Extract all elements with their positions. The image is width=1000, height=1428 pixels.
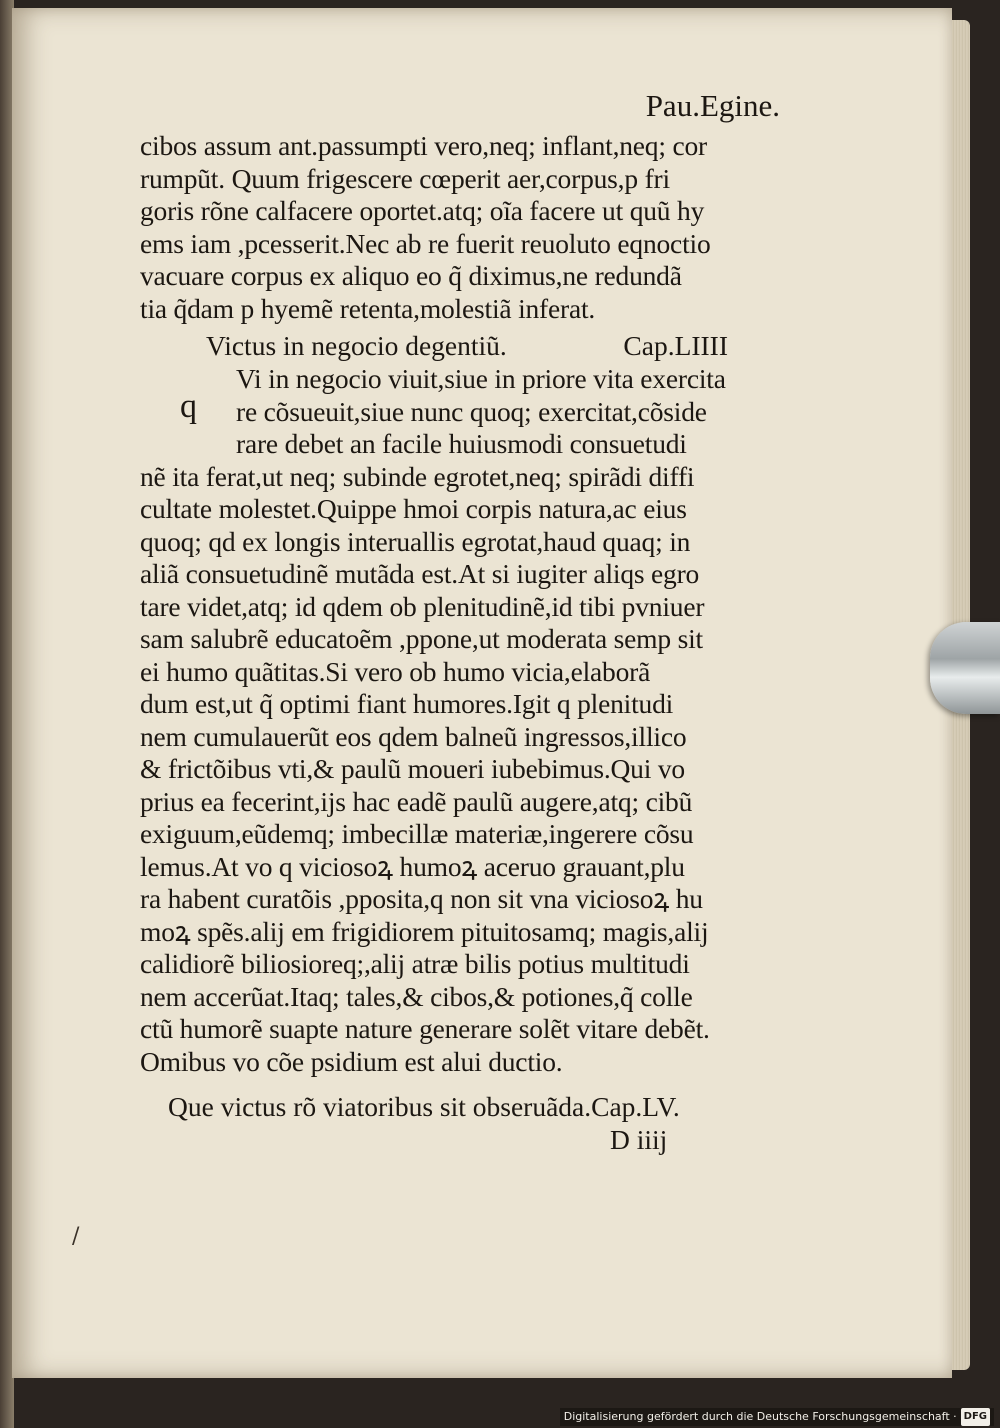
paragraph-1 (140, 130, 780, 325)
text-line: nẽ ita ferat,ut neq; subinde egrotet,neq; spirãdi diffi (140, 460, 695, 492)
text-line: tia q̃dam p hyemẽ retenta,molestiã inferat. (140, 292, 596, 324)
stray-ink-mark: / (72, 1224, 80, 1249)
chapter-number: Cap.LIIII (623, 330, 728, 361)
text-line: prius ea fecerint,ijs hac eadẽ paulũ augere,atq; cibũ (140, 785, 693, 817)
text-line: quoq; qd ex longis interuallis egrotat,haud quaq; in (140, 525, 691, 557)
text-line: calidiorẽ biliosioreq;,alij atræ bilis potius multitudi (140, 948, 690, 979)
text-line: nem accerũat.Itaq; tales,& cibos,& potiones,q̃ colle (140, 980, 693, 1012)
text-line: cultate molestet.Quippe hmoi corpis natura,ac eius (140, 493, 687, 524)
credit-text: Digitalisierung gefördert durch die Deutsche Forschungsgemeinschaft · (563, 1410, 957, 1423)
running-head: Pau.Egine. (645, 88, 780, 123)
text-line: & frictõibus vti,& paulũ moueri iubebimus.Qui vo (140, 753, 685, 784)
text-line: re cõsueuit,siue nunc quoq; exercitat,cõside (236, 395, 707, 427)
chapter-title: Victus in negocio degentiũ. (206, 330, 507, 361)
paragraph-2-opening (140, 363, 780, 461)
text-line: rare debet an facile huiusmodi consuetudi (236, 428, 687, 459)
text-line: rumpũt. Quum frigescere cœperit aer,corpus,p fri (140, 162, 670, 194)
page-clip-weight (930, 622, 1000, 714)
text-line: vacuare corpus ex aliquo eo q̃ diximus,ne redundã (140, 260, 682, 291)
text-line: aliã consuetudinẽ mutãda est.At si iugiter aliqs egro (140, 558, 700, 589)
signature-mark: D iiij (610, 1124, 668, 1155)
text-line: Vi in negocio viuit,siue in priore vita exercita (236, 363, 726, 394)
digitization-credit (560, 1408, 994, 1426)
text-line: lemus.At vo q viciosoꝝ humoꝝ aceruo grauant,plu (140, 850, 685, 882)
paragraph-2 (140, 461, 780, 1079)
chapter-heading-54 (140, 329, 780, 363)
text-line: dum est,ut q̃ optimi fiant humores.Igit q plenitudi (140, 688, 674, 719)
text-line: ei humo quãtitas.Si vero ob humo vicia,elaborã (140, 655, 651, 687)
dfg-logo: DFG (961, 1408, 990, 1426)
text-line: ems iam ,pcesserit.Nec ab re fuerit reuoluto eqnoctio (140, 227, 711, 259)
text-line: nem cumulauerũt eos qdem balneũ ingressos,illico (140, 720, 687, 752)
text-line: goris rõne calfacere oportet.atq; oĩa facere ut quũ hy (140, 195, 705, 226)
page-text (140, 88, 780, 1156)
text-line: exiguum,eũdemq; imbecillæ materiæ,ingerere cõsu (140, 818, 694, 849)
chapter-heading-55: Que victus rõ viatoribus sit obseruãda.Cap.LV. (168, 1091, 680, 1122)
text-line: Omibus vo cõe psidium est alui ductio. (140, 1045, 563, 1077)
text-line: moꝝ spẽs.alij em frigidiorem pituitosamq; magis,alij (140, 915, 709, 947)
text-line: cibos assum ant.passumpti vero,neq; inflant,neq; cor (140, 130, 707, 161)
drop-cap-guide-letter: q (180, 388, 197, 425)
text-line: tare videt,atq; id qdem ob plenitudinẽ,id tibi pvniuer (140, 590, 705, 622)
text-line: ra habent curatõis ,pposita,q non sit vna viciosoꝝ hu (140, 883, 703, 914)
text-line: ctũ humorẽ suapte nature generare solẽt vitare debẽt. (140, 1013, 710, 1044)
text-line: sam salubrẽ educatoẽm ,ppone,ut moderata semp sit (140, 623, 703, 654)
